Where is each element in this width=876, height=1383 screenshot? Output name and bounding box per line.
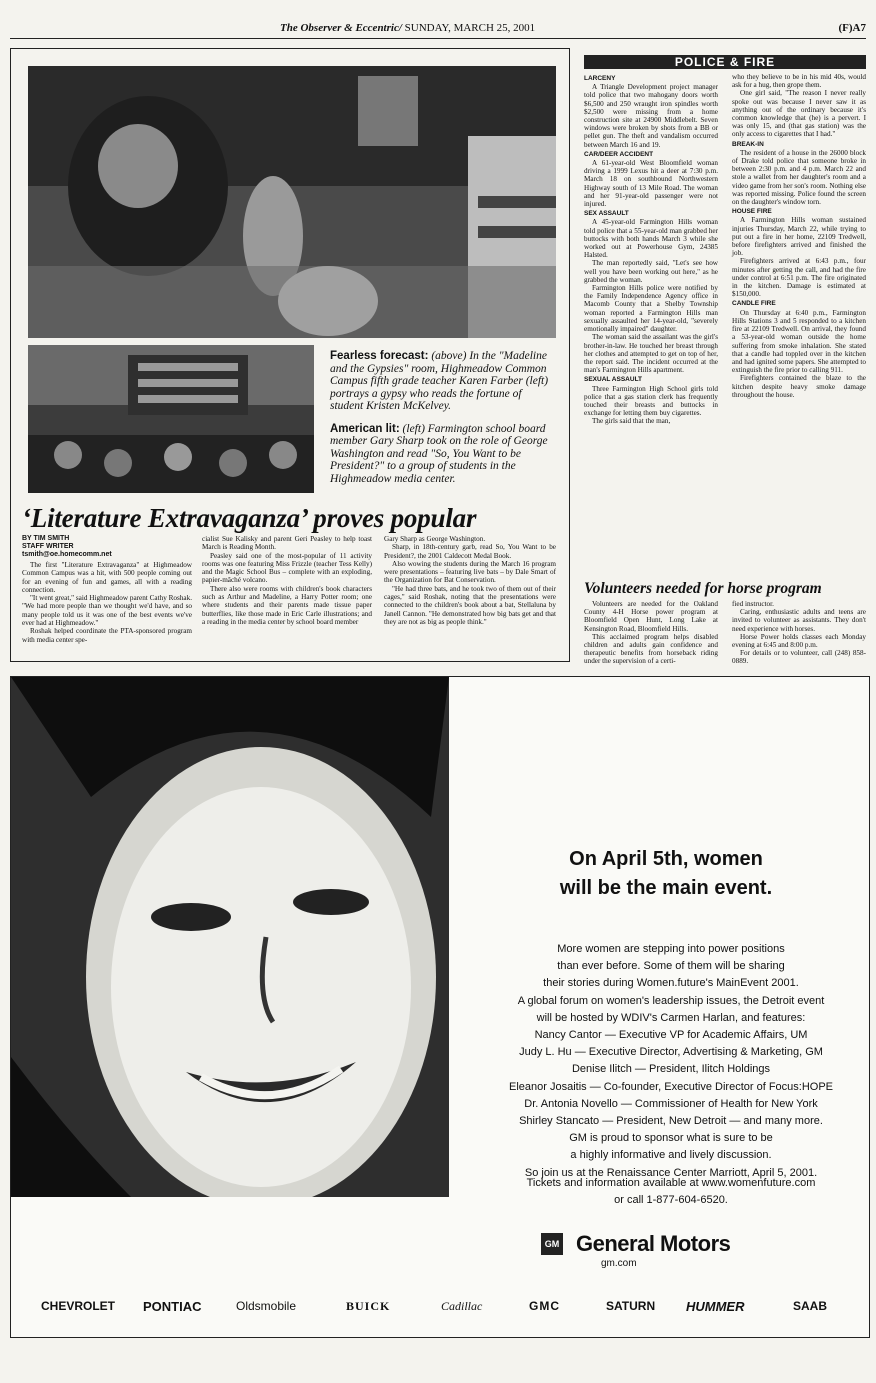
brand-hummer: HUMMER xyxy=(686,1299,745,1314)
gm-url: gm.com xyxy=(601,1258,637,1269)
feature-headline: ‘Literature Extravaganza’ proves popular xyxy=(22,503,477,533)
media-center-photo xyxy=(28,345,314,493)
story-column-2: cialist Sue Kalisky and parent Geri Peasley to help toast March is Reading Month. Peasley said one of the most-popular of 11 activity rooms was one featuring Miss Frizzle (teacher Tess Kelly) and the Magic School Bus – complete with an exploding, papier-mâché volcano. There also were rooms with children's book characters such as Arthur and Madeline, a Harry Potter room; one where students and their parents made tissue paper butterflies, like those made in Eric Carle illustrations; and a reading in the media center by school board member xyxy=(202,535,372,626)
brand-pontiac: PONTIAC xyxy=(143,1299,202,1314)
police-column-2: who they believe to be in his mid 40s, would ask for a hug, then grope them. One girl said, "The reason I never really spoke out was because I never saw it as anything out of the ordinary because it's common knowledge that (he) is a pervert. I was only 15, and (that gas station) was the only access to cigarettes that I had." BREAK-IN The resident of a house in the 26000 block of Drake told police that someone broke in between 2:30 p.m. and 4 p.m. March 22 and stole a wallet from her daughter's room and a video game from her son's room. Nothing else was reported missing. Police found the screen on the daughter's window torn. HOUSE FIRE A Farmington Hills woman sustained injuries Thursday, March 22, while trying to put out a fire in her home, 22109 Tredwell, before firefighters arrived and finished the job. Firefighters arrived at 6:43 p.m., four minutes after getting the call, and had the fire under control at 6:51 p.m. The fire originated in the kitchen. Damage is estimated at $150,000. CANDLE FIRE On Thursday at 6:40 p.m., Farmington Hills Stations 3 and 5 responded to a kitchen fire at 22109 Tredwell. On arrival, they found a 53-year-old woman outside the home suffering from smoke inhalation. She stated that a candle had toppled over in the kitchen and had ignited some papers. She attempted to extinguish the fire prior to calling 911. Firefighters contained the blaze to the kitchen despite heavy smoke damage throughout the house. xyxy=(732,73,866,399)
brand-gmc: GMC xyxy=(529,1299,560,1313)
ad-tickets: Tickets and information available at www.womenfuture.com or call 1-877-604-6520. xyxy=(526,1177,816,1206)
volunteers-column-2: fied instructor. Caring, enthusiastic adults and teens are invited to volunteer as assistants. They don't need experience with horses. Horse Power holds classes each Monday evening at 6:45 and 8:00 p.m. For details or to volunteer, call (248) 858-0889. xyxy=(732,600,866,666)
caption-fearless: Fearless forecast: (above) In the "Madeline and the Gypsies" room, Highmeadow Common Campus fifth grade teacher Karen Farber (left) portrays a gypsy who reads the fortune of student Kristen McKelvey. xyxy=(330,350,549,412)
brand-saab: SAAB xyxy=(793,1299,828,1313)
brand-chevrolet: CHEVROLET xyxy=(41,1299,116,1313)
masthead-title: The Observer & Eccentric/ SUNDAY, MARCH 25, 2001 xyxy=(280,22,536,34)
volunteers-headline: Volunteers needed for horse program xyxy=(584,580,822,597)
photo-captions xyxy=(330,350,552,495)
story-column-1: The first "Literature Extravaganza" at Highmeadow Common Campus was a hit, with 500 people coming out for an evening of fun and games, all with a reading connection. "It went great," said Highmeadow parent Cathy Roshak. "We had more people than we thought we'd have, and so many people told us it was one of the best events we've ever had at Highmeadow." Roshak helped coordinate the PTA-sponsored program with media center spe- xyxy=(22,561,192,644)
brand-cadillac: Cadillac xyxy=(441,1299,483,1313)
brand-saturn: SATURN xyxy=(606,1299,656,1313)
gm-logo-icon: GM xyxy=(541,1233,563,1255)
byline: BY TIM SMITH STAFF WRITER tsmith@oe.homecomm.net xyxy=(22,535,112,558)
brand-oldsmobile: Oldsmobile xyxy=(236,1299,297,1313)
masthead-rule xyxy=(10,38,866,39)
gm-advertisement xyxy=(10,676,870,1338)
ad-body: More women are stepping into power positions than ever before. Some of them will be sharing their stories during Women.future's MainEvent 2001. A global forum on women's leadership issues, the Detroit event will be hosted by WDIV's Carmen Harlan, and features: Nancy Cantor — Executive VP for Academic Affairs, UM Judy L. Hu — Executive Director, Advertising & Marketing, GM Denise Ilitch — President, Ilitch Holdings Eleanor Josaitis — Co-founder, Executive Director of Focus:HOPE Dr. Antonia Novello — Commissioner of Health for New York Shirley Stancato — President, New Detroit — and many more. GM is proud to sponsor what is sure to be a highly informative and lively discussion. So join us at the Renaissance Center Marriott, April 5, 2001. xyxy=(508,943,834,1179)
brand-buick: BUICK xyxy=(346,1299,391,1313)
woman-portrait-image xyxy=(11,677,449,1197)
general-motors-wordmark: General Motors xyxy=(576,1231,731,1256)
gypsy-room-photo xyxy=(28,66,556,338)
volunteers-column-1: Volunteers are needed for the Oakland County 4-H Horse power program at Bloomfield Open Hunt, Long Lake at Kensington Road, Bloomfield Hills. This acclaimed program helps disabled children and adults gain confidence and therapeutic benefits from horseback riding under the supervision of a certi- xyxy=(584,600,718,666)
gm-brand-row xyxy=(31,1299,851,1315)
page-number: (F)A7 xyxy=(838,22,866,34)
ad-headline: On April 5th, women will be the main event. xyxy=(559,848,773,899)
police-fire-banner: POLICE & FIRE xyxy=(584,55,866,69)
caption-american-lit: American lit: (left) Farmington school board member Gary Sharp took on the role of George Washington and read "So, You Want to be President?" to a group of students in the Highmeadow media center. xyxy=(330,422,548,485)
masthead xyxy=(10,22,866,36)
story-column-3: Gary Sharp as George Washington. Sharp, in 18th-century garb, read So, You Want to be President?, the 2001 Caldecott Medal Book. Also wowing the students during the March 16 program were presentations – featuring live bats – by Dale Smart of the Organization for Bat Conservation. "He had three bats, and he took two of them out of their cages," said Roshak, noting that the presentations were connected to the children's book about a bat, Stellaluna by Janell Cannon. "He demonstrated how big bats get and that they are not as big as people think." xyxy=(384,535,556,626)
police-column-1: LARCENY A Triangle Development project manager told police that two mahogany doors worth $6,500 and 250 wraught iron spindles worth $2,500 were missing from a home construction site at 24900 Middlebelt. Seven windows were broken by shots from a BB or pellet gun. The theft and vandalism occurred between March 16 and 19. CAR/DEER ACCIDENT A 61-year-old West Bloomfield woman driving a 1999 Lexus hit a deer at 7:30 p.m. March 18 on southbound Northwestern Highway south of 13 Mile Road. The woman and her 91-year-old passenger were not injured. SEX ASSAULT A 45-year-old Farmington Hills woman told police that a 55-year-old man grabbed her buttocks with both hands March 3 while she worked out at Powerhouse Gym, 24385 Halsted. The man reportedly said, "Let's see how well you have been working out here," as he grabbed the woman. Farmington Hills police were notified by the Family Independence Agency office in Macomb County that a Shelby Township woman reported a Farmington Hills man sexually assaulted her 14-year-old, "severely emotionally impaired" daughter. The woman said the assailant was the girl's brother-in-law. He touched her breast through her clothes and attempted to get on top of her, the report said. The incident occurred at the man's Farmington Hills apartment. SEXUAL ASSAULT Three Farmington High School girls told police that a gas station clerk has frequently touched their breasts and buttocks in exchange for letting them buy cigarettes. The girls said that the man, xyxy=(584,75,718,426)
